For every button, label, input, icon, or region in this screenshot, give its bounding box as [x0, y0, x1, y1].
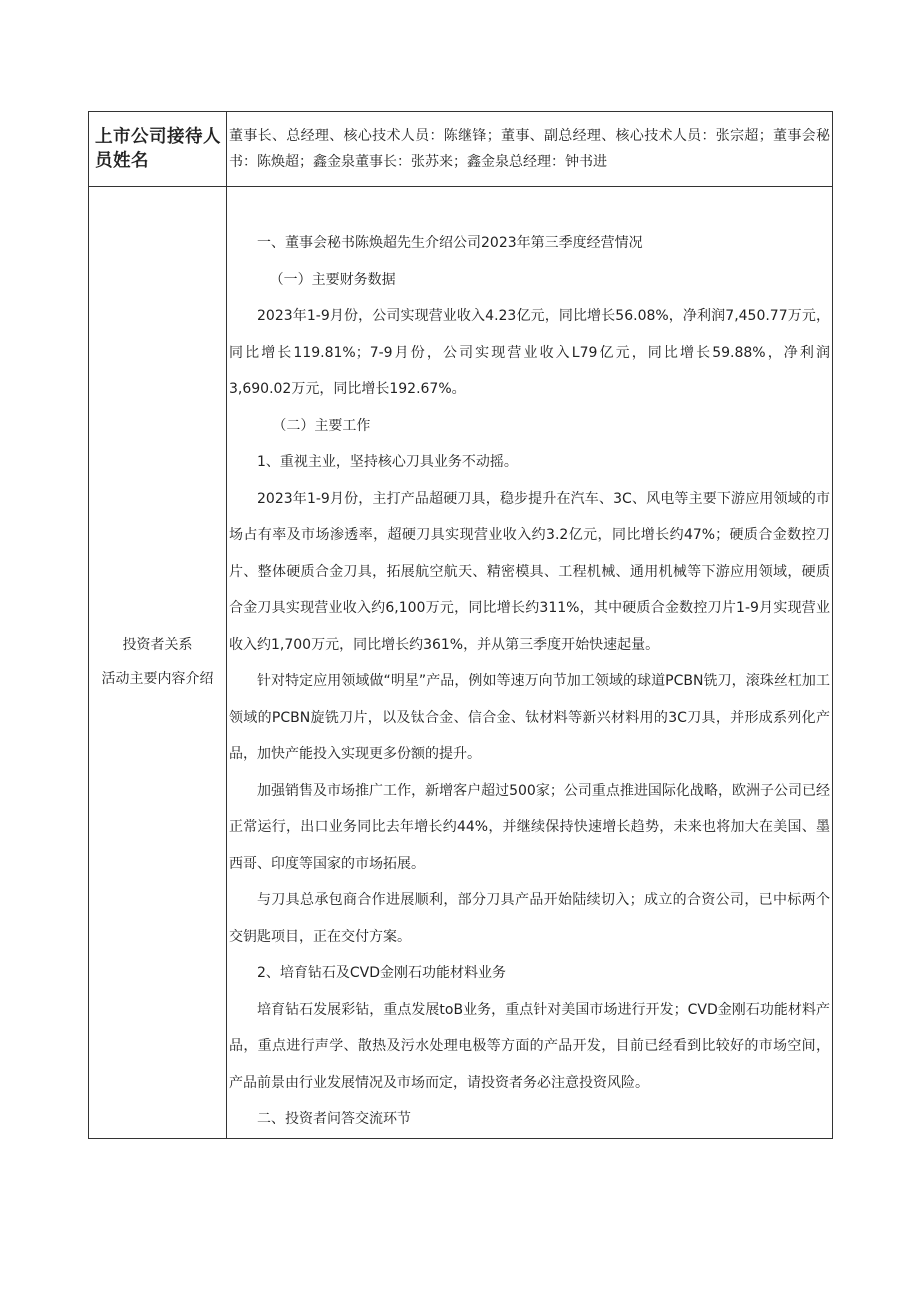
activity-label-line1: 投资者关系 [122, 637, 193, 654]
activity-label-line2: 活动主要内容介绍 [101, 671, 214, 688]
paragraph-star-products: 针对特定应用领域做“明星”产品，例如等速万向节加工领域的球道PCBN铣刀，滚珠丝杠加工领域的PCBN旋铣刀片，以及钛合金、信合金、钛材料等新兴材料用的3C刀具，并形成系列化产品，加快产能投入实现更多份额的提升。 [229, 673, 830, 762]
paragraph-tool-revenue: 2023年1-9月份，主打产品超硬刀具，稳步提升在汽车、3C、风电等主要下游应用领域的市场占有率及市场渗透率，超硬刀具实现营业收入约3.2亿元，同比增长约47%；硬质合金数控刀片、整体硬质合金刀具，拓展航空航天、精密模具、工程机械、通用机械等下游应用领域，硬质合金刀具实现营业收入约6,100万元，同比增长约311%，其中硬质合金数控刀片1-9月实现营业收入约1,700万元，同比增长约361%，并从第三季度开始快速起量。 [229, 490, 830, 653]
activity-content-body [227, 187, 833, 1139]
subsection-main-work: （二）主要工作 [272, 417, 371, 434]
reception-staff-value: 董事长、总经理、核心技术人员：陈继锋；董事、副总经理、核心技术人员：张宗超；董事会秘书：陈焕超；鑫金泉董事长：张苏来；鑫金泉总经理：钟书进 [227, 112, 833, 187]
item-core-business: 1、重视主业，坚持核心刀具业务不动摇。 [257, 454, 518, 470]
paragraph-financial-summary: 2023年1-9月份，公司实现营业收入4.23亿元，同比增长56.08%，净利润7,450.77万元，同比增长119.81%；7-9月份，公司实现营业收入L79亿元，同比增长59.88%，净利润3,690.02万元，同比增长192.67%。 [229, 308, 830, 397]
section-heading-2: 二、投资者问答交流环节 [257, 1111, 411, 1127]
paragraph-sales-marketing: 加强销售及市场推广工作，新增客户超过500家；公司重点推进国际化战略，欧洲子公司已经正常运行，出口业务同比去年增长约44%，并继续保持快速增长趋势，未来也将加大在美国、墨西哥、印度等国家的市场拓展。 [229, 782, 830, 872]
activity-content-row [89, 187, 833, 1139]
item-diamond-business: 2、培育钻石及CVD金刚石功能材料业务 [257, 965, 507, 981]
reception-staff-label: 上市公司接待人员姓名 [89, 112, 227, 187]
section-heading-1: 一、董事会秘书陈焕超先生介绍公司2023年第三季度经营情况 [257, 235, 643, 251]
paragraph-contractor-cooperation: 与刀具总承包商合作进展顺利，部分刀具产品开始陆续切入；成立的合资公司，已中标两个交钥匙项目，正在交付方案。 [229, 892, 830, 945]
subsection-financial-data: （一）主要财务数据 [269, 271, 396, 288]
activity-content-label [89, 187, 227, 1139]
reception-staff-row [89, 112, 833, 187]
record-table [88, 111, 833, 1139]
paragraph-diamond-development: 培育钻石发展彩钻，重点发展toB业务，重点针对美国市场进行开发；CVD金刚石功能材料产品，重点进行声学、散热及污水处理电极等方面的产品开发，目前已经看到比较好的市场空间，产品前景由行业发展情况及市场而定，请投资者务必注意投资风险。 [229, 1001, 830, 1091]
